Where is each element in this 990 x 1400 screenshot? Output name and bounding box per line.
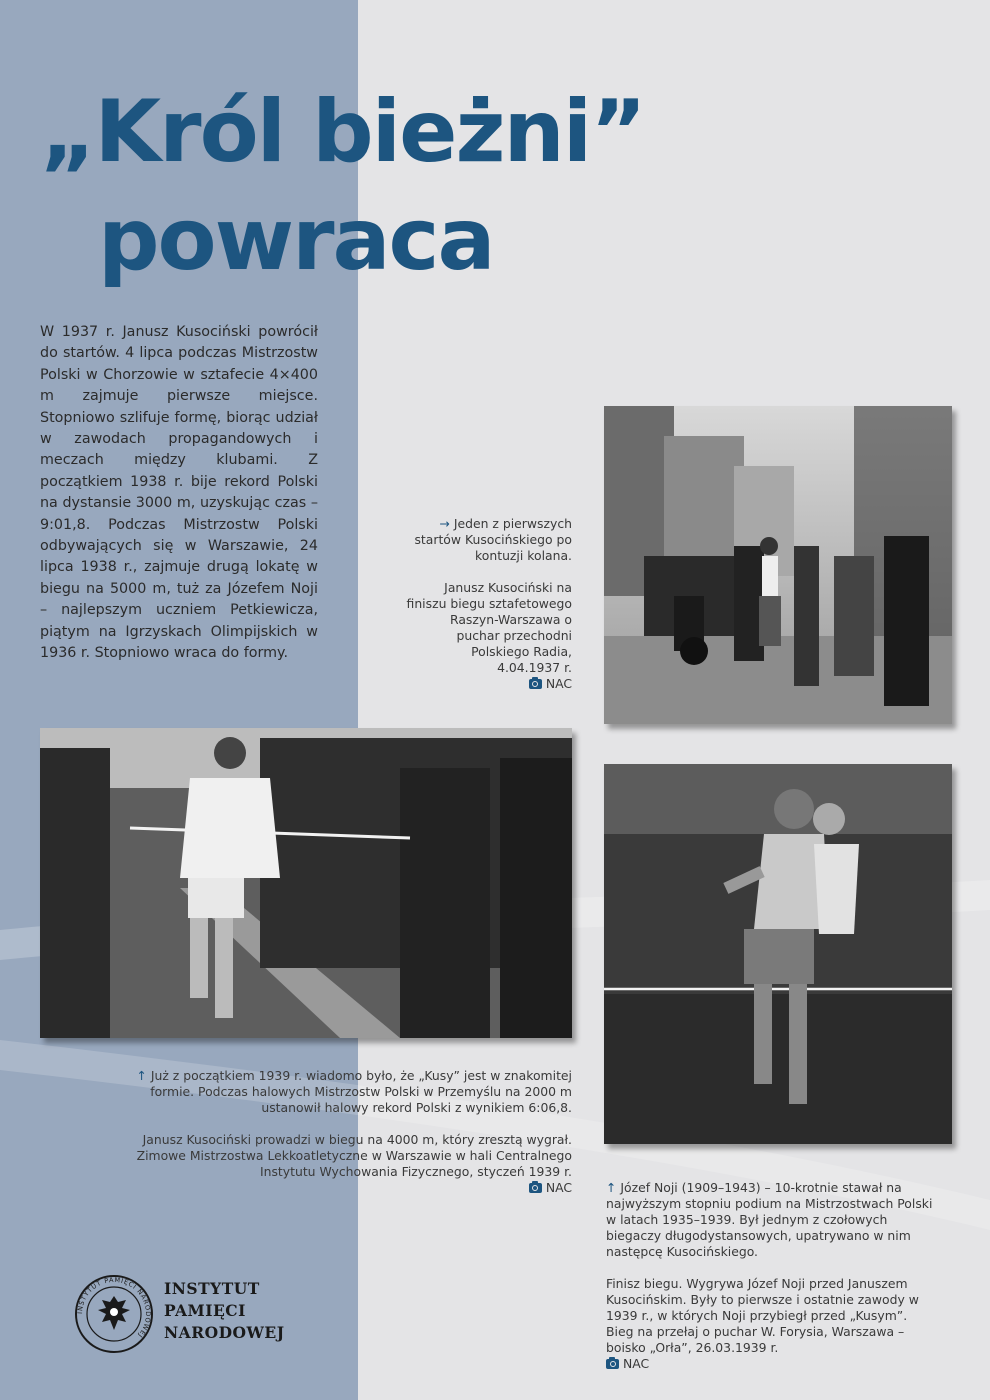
logo-line-1: INSTYTUT [164,1279,260,1298]
logo-line-2: PAMIĘCI [164,1301,246,1320]
photo-relay-finish [604,406,952,724]
title-line-2: powraca [98,190,494,290]
caption-noji-desc: Finisz biegu. Wygrywa Józef Noji przed Januszem Kusocińskim. Były to pierwsze i ostatnie zawody w 1939 r., w których Noji przybiegł przed „Kusym”. Bieg na przełaj o puchar W. Forysia, Warszawa – boisko „Orła”, 26.03.1939 r. [606,1276,919,1355]
caption-kusocinski-desc: Janusz Kusociński prowadzi w biegu na 4000 m, który zresztą wygrał. Zimowe Mistrzostwa Lekkoatletyczne w Warszawie w hali Centralnego Instytutu Wychowania Fizycznego, styczeń 1939 r. [136,1132,572,1179]
arrow-up-icon: ↑ [606,1180,617,1195]
caption-kusocinski-lead: Już z początkiem 1939 r. wiadomo było, że „Kusy” jest w znakomitej formie. Podczas halowych Mistrzostw Polski w Przemyślu na 2000 m ustanowił halowy rekord Polski z wynikiem 6:06,8. [150,1068,572,1115]
caption-relay-finish [405,516,572,692]
photo-kusocinski-finish-tape-image [40,728,572,1038]
arrow-up-icon: ↑ [136,1068,147,1083]
caption-noji-finish [606,1180,936,1372]
page-title [40,78,940,294]
photo-kusocinski-finish-tape [40,728,572,1038]
photo-relay-finish-image [604,406,952,724]
caption-noji-source: NAC [623,1356,650,1371]
logo-line-3: NARODOWEJ [164,1323,285,1342]
camera-icon [529,679,542,689]
photo-noji-finish-image [604,764,952,1144]
caption-noji-lead: Józef Noji (1909–1943) – 10-krotnie stawał na najwyższym stopniu podium na Mistrzostwach Polski w latach 1935–1939. Był jednym z czołowych biegaczy długodystansowych, upatrywano w nim następcę Kusocińskiego. [606,1180,933,1259]
camera-icon [529,1183,542,1193]
caption-relay-desc: Janusz Kusociński na finiszu biegu sztafetowego Raszyn-Warszawa o puchar przechodni Polskiego Radia, 4.04.1937 r. [406,580,572,675]
title-line-1: „Król bieżni” [40,82,645,182]
caption-kusocinski-finish [100,1068,572,1196]
caption-kusocinski-source: NAC [545,1180,572,1195]
caption-relay-source: NAC [545,676,572,691]
photo-noji-finish [604,764,952,1144]
ipn-logo [74,1274,314,1354]
seal-ring-text: INSTYTUT PAMIĘCI NARODOWEJ [75,1275,153,1340]
ipn-seal-eagle-icon [74,1274,154,1354]
ipn-logo-text [164,1278,285,1344]
arrow-right-icon: → [439,516,450,531]
caption-relay-lead: Jeden z pierwszych startów Kusocińskiego po kontuzji kolana. [414,516,572,563]
intro-paragraph: W 1937 r. Janusz Kusociński powrócił do startów. 4 lipca podczas Mistrzostw Polski w Chorzowie w sztafecie 4×400 m zajmuje pierwsze miejsce. Stopniowo szlifuje formę, biorąc udział w zawodach propagandowych i meczach między klubami. Z początkiem 1938 r. bije rekord Polski na dystansie 3000 m, uzyskując czas – 9:01,8. Podczas Mistrzostw Polski odbywających się w Warszawie, 24 lipca 1938 r., zajmuje drugą lokatę w biegu na 5000 m, tuż za Józefem Noji – najlepszym uczniem Petkiewicza, piątym na Igrzyskach Olimpijskich w 1936 r. Stopniowo wraca do formy. [40,324,318,662]
camera-icon [606,1359,619,1369]
